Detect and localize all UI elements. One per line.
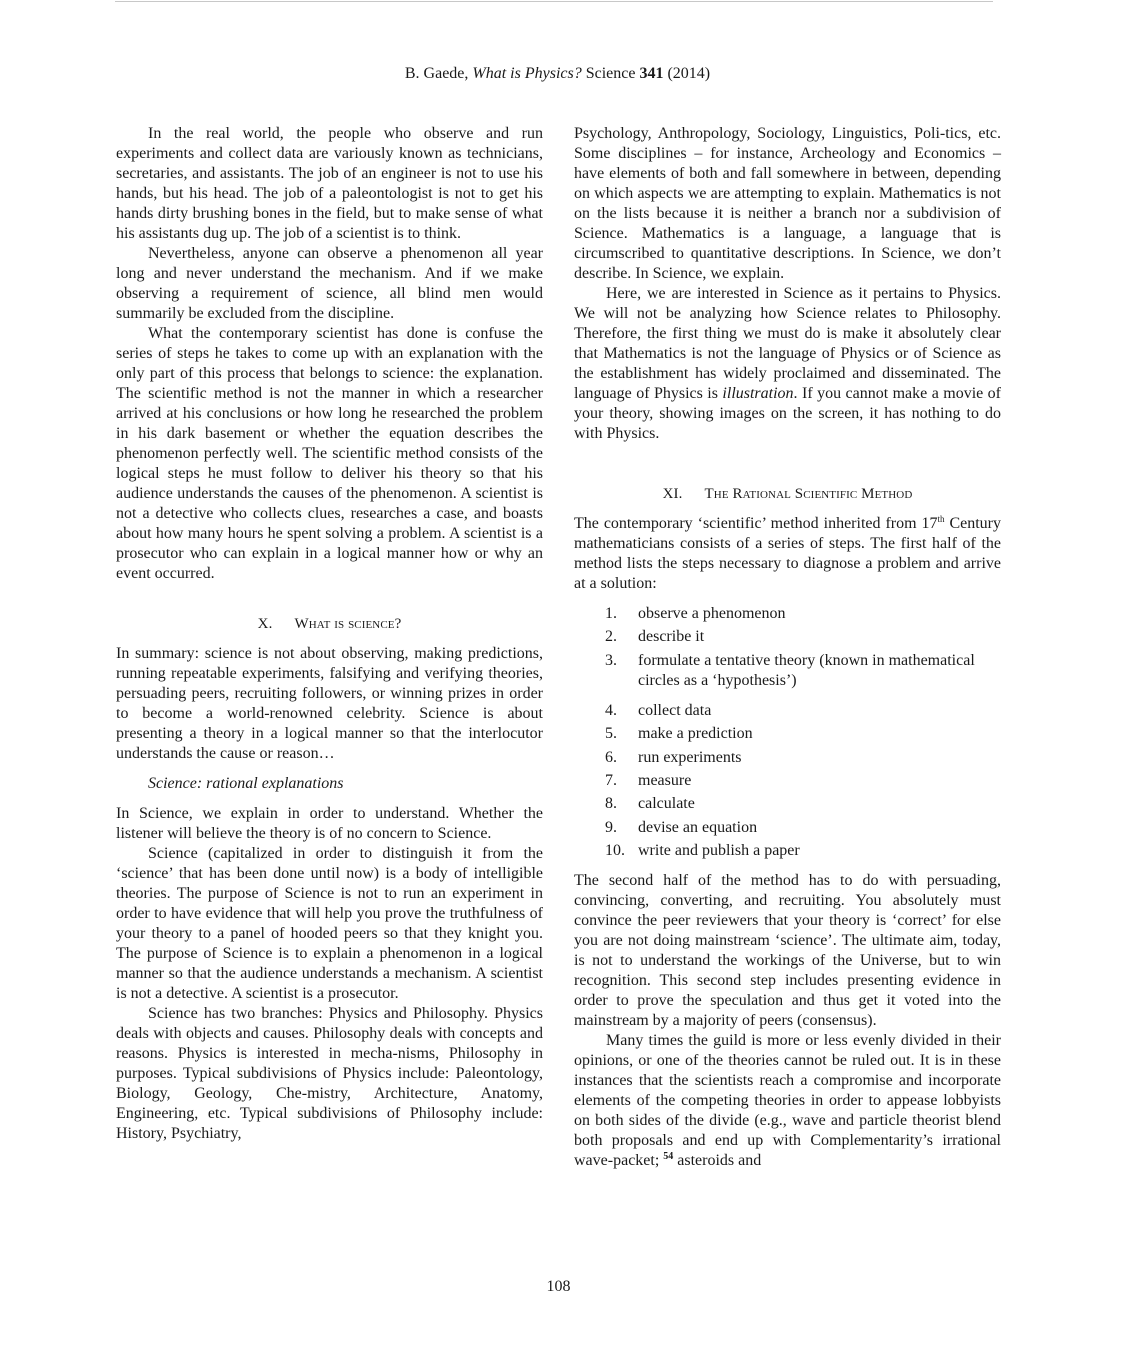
- list-text: measure: [638, 771, 692, 789]
- header-title: What is Physics?: [472, 65, 582, 82]
- list-number: 2.: [605, 628, 617, 646]
- paragraph: [574, 1031, 1001, 1171]
- header-author: B. Gaede,: [404, 65, 473, 82]
- paragraph: Psychology, Anthropology, Sociology, Linguistics, Poli-tics, etc. Some disciplines – for instance, Archeology and Economics – have elements of both and fall somewhere in between, depending on which aspects we are attempting to explain. Mathematics is not on the lists because it is neither a branch nor a subdivision of Science. Mathematics is a language, a language that is circumscribed to quantitative descriptions. In Science, we don’t describe. In Science, we explain.: [574, 125, 1001, 282]
- section-heading-xi: [574, 484, 1001, 504]
- list-item: [574, 627, 1001, 647]
- subsection-heading: Science: rational explanations: [148, 775, 344, 792]
- list-number: 10.: [605, 842, 625, 860]
- list-number: 3.: [605, 651, 617, 669]
- footnote-reference[interactable]: 54: [663, 1151, 674, 1163]
- list-number: 8.: [605, 795, 617, 813]
- list-item: [574, 604, 1001, 624]
- list-text: make a prediction: [638, 725, 753, 743]
- paragraph: In the real world, the people who observe and run experiments and collect data are variously known as technicians, secretaries, and assistants. The job of an engineer is not to use his hands, but his head. The job of a paleontologist is not to get his hands dirty brushing bones in the field, but to make sense of what his assistants dug up. The job of a scientist is to think.: [116, 125, 543, 242]
- list-text: describe it: [638, 628, 705, 646]
- list-item: [574, 794, 1001, 814]
- list-number: 5.: [605, 725, 617, 743]
- paragraph: The second half of the method has to do with persuading, convincing, converting, and recruiting. You absolutely must convince the peer reviewers that your theory is ‘correct’ for else you are not doing mainstream ‘science’. The ultimate aim, today, is not to understand the workings of the Universe, but to win recognition. This second step includes presenting evidence in order to prove the speculation and thus get it voted into the mainstream by a majority of peers (consensus).: [574, 872, 1001, 1030]
- superscript: th: [937, 514, 945, 524]
- section-heading-x: [116, 614, 543, 634]
- list-item: [574, 818, 1001, 838]
- paragraph: Science (capitalized in order to distinguish it from the ‘science’ that has been done until now) is a body of intelligible theories. The purpose of Science is not to run an experiment in order to have evidence that will help you prove the truthfulness of your theory to a panel of hooded peers so that they knight you. The purpose of Science is to explain a phenomenon in a logical manner so that the audience understands a mechanism. A scientist is not a detective. A scientist is a prosecutor.: [116, 845, 543, 1002]
- section-number: XI.: [662, 486, 683, 502]
- top-rule: [115, 1, 993, 2]
- list-item: [574, 748, 1001, 768]
- paragraph: Nevertheless, anyone can observe a phenomenon all year long and never understand the mechanism. And if we make observing a requirement of science, all blind men would summarily be excluded from the discipline.: [116, 245, 543, 322]
- paragraph: In summary: science is not about observing, making predictions, running repeatable experiments, falsifying and verifying theories, persuading peers, recruiting followers, or winning prizes in order to become a world-renowned celebrity. Science is about presenting a theory in a logical manner so that the interlocutor understands the cause or reason…: [116, 645, 543, 762]
- running-header: [0, 64, 1115, 84]
- list-item: [574, 841, 1001, 861]
- text-run: Here, we are interested in Science as it pertains to Physics. We will not be analyzing how Science relates to Philosophy. Therefore, the first thing we must do is make it absolutely clear that Mathematics is not the language of Physics or of Science as the establishment has widely proclaimed and disseminated. The language of Physics is: [574, 285, 1001, 402]
- page-number: 108: [546, 1278, 571, 1295]
- steps-list: [574, 604, 1001, 861]
- list-text: run experiments: [638, 748, 742, 766]
- right-column: [574, 124, 1001, 1171]
- emphasis: illustration: [722, 385, 794, 402]
- list-number: 9.: [605, 818, 617, 836]
- list-text: collect data: [638, 701, 712, 719]
- list-item: [574, 724, 1001, 744]
- header-year: (2014): [663, 65, 711, 82]
- list-item: [574, 701, 1001, 721]
- paragraph: What the contemporary scientist has done is confuse the series of steps he takes to come up with an explanation with the only part of this process that belongs to science: the explanation. The scientific method is not the manner in which a researcher arrived at his conclusions or how long he researched the problem in his dark basement or whether the equation describes the phenomenon perfectly well. The scientific method consists of the logical steps he must follow to deliver his theory so that his audience understands the causes of the phenomenon. A scientist is not a detective who collects clues, researches a case, and boasts about how many hours he spent solving a problem. A scientist is a prosecutor who can explain in a logical manner how or why an event occurred.: [116, 325, 543, 582]
- left-column: [116, 124, 543, 1144]
- text-run: asteroids and: [673, 1152, 762, 1170]
- paragraph: [574, 514, 1001, 594]
- section-number: X.: [257, 616, 273, 632]
- list-text: write and publish a paper: [638, 842, 800, 860]
- paragraph: In Science, we explain in order to understand. Whether the listener will believe the theory is of no concern to Science.: [116, 805, 543, 842]
- section-title: What is science?: [294, 616, 402, 632]
- paragraph: Science has two branches: Physics and Philosophy. Physics deals with objects and causes. Philosophy deals with concepts and reasons. Physics is interested in mecha-nisms, Philosophy in purposes. Typical subdivisions of Physics include: Paleontology, Biology, Geology, Che-mistry, Architecture, Anatomy, Engineering, etc. Typical subdivisions of Philosophy include: History, Psychiatry,: [116, 1005, 543, 1142]
- text-run: Many times the guild is more or less evenly divided in their opinions, or one of the theories cannot be ruled out. It is in these instances that the scientists reach a compromise and incorporate elements of the competing theories in order to appease lobbyists on both sides of the divide (e.g., wave and particle theorist blend both proposals and end up with Complementarity’s irrational wave-packet;: [574, 1032, 1001, 1170]
- header-volume: 341: [639, 65, 664, 82]
- list-text: devise an equation: [638, 818, 758, 836]
- list-item: [574, 651, 1001, 691]
- text-run: . If you cannot make a movie of your theory, showing images on the screen, it has nothing to do with Physics.: [574, 385, 1002, 442]
- section-title: The Rational Scientific Method: [704, 486, 913, 502]
- header-journal: Science: [581, 65, 640, 82]
- list-text: calculate: [638, 795, 695, 813]
- text-run: Century mathematicians consists of a series of steps. The first half of the method lists the steps necessary to diagnose a problem and arrive at a solution:: [574, 515, 1002, 592]
- list-number: 6.: [605, 748, 617, 766]
- paragraph: [574, 284, 1001, 444]
- list-text: formulate a tentative theory (known in mathematical circles as a ‘hypothesis’): [638, 651, 975, 689]
- list-text: observe a phenomenon: [638, 605, 786, 622]
- list-number: 4.: [605, 701, 617, 719]
- list-number: 1.: [605, 605, 617, 622]
- list-item: [574, 771, 1001, 791]
- text-run: The contemporary ‘scientific’ method inherited from 17: [574, 515, 938, 532]
- list-number: 7.: [605, 771, 617, 789]
